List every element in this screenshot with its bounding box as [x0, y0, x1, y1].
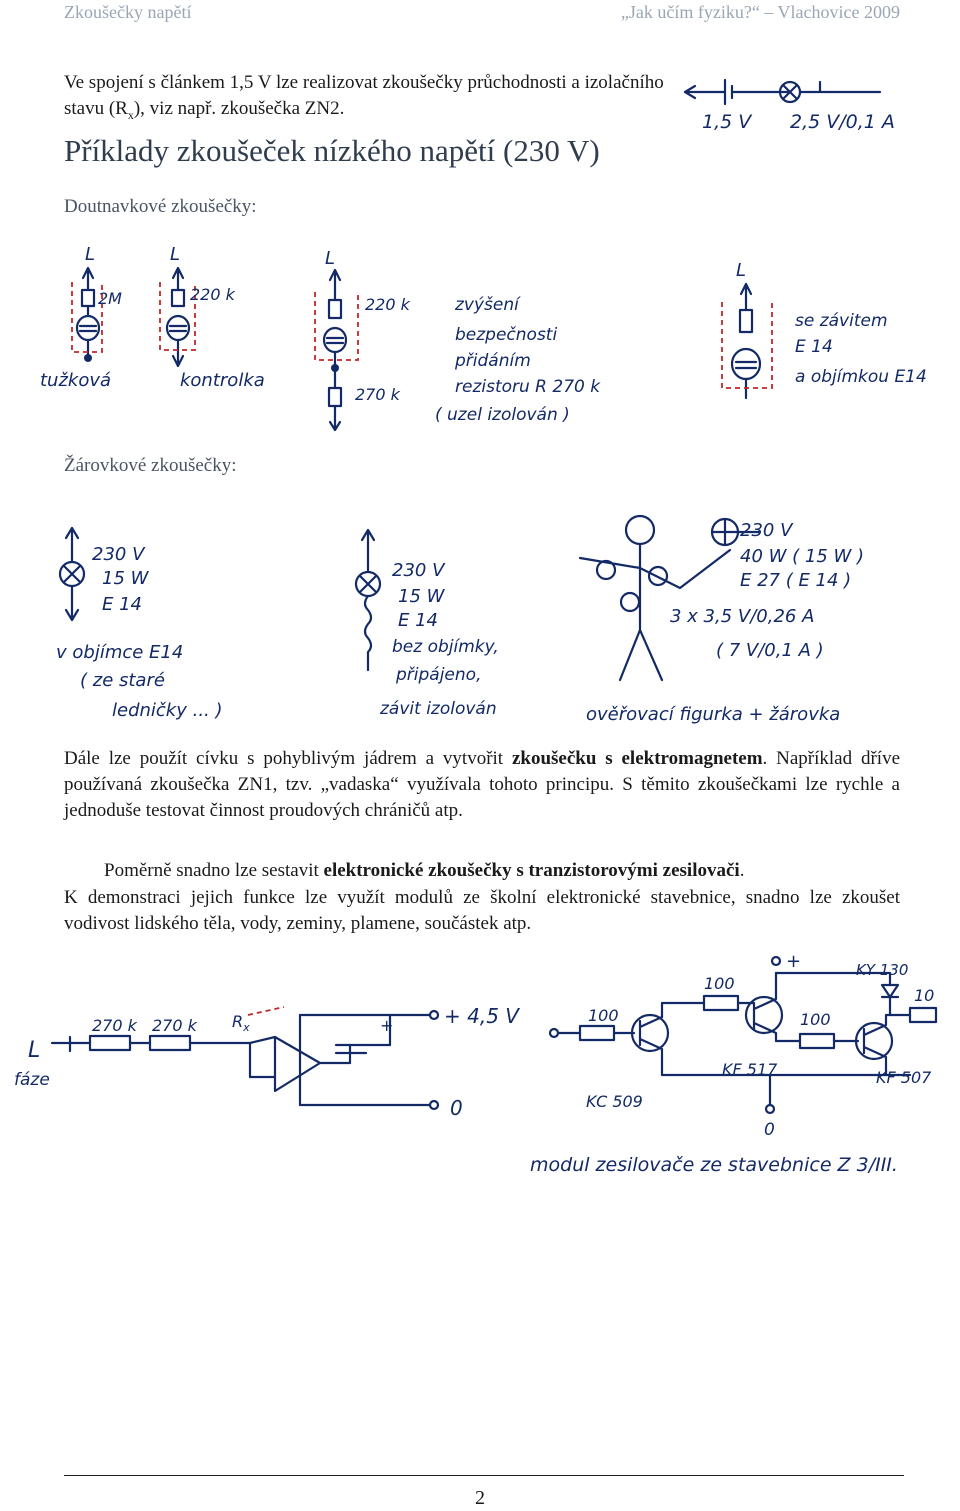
battery-bulb-sketch — [680, 70, 910, 140]
sketch-label: KF 507 — [876, 1068, 932, 1087]
sketch-label: L — [85, 244, 96, 265]
sketch-label: E 14 — [398, 610, 438, 631]
header-right: „Jak učím fyziku?“ – Vlachovice 2009 — [620, 2, 900, 22]
sketch-label: 10 — [914, 986, 935, 1005]
sketch-label: se závitem — [795, 311, 888, 331]
sketch-label: zvýšení — [455, 295, 519, 315]
paragraph-electronic: Poměrně snadno lze sestavit elektronické zkoušečky s tranzistorovými zesilovači. — [104, 860, 745, 881]
sketch-label: 230 V — [92, 544, 145, 565]
sketch-label: 2M — [98, 289, 122, 308]
page-title: Příklady zkoušeček nízkého napětí (230 V) — [64, 133, 600, 168]
sketch-label: 220 k — [365, 295, 410, 314]
section-glow-testers: Doutnavkové zkoušečky: — [64, 196, 257, 217]
sketch-label: fáze — [14, 1070, 50, 1090]
sketch-label: ověřovací figurka + žárovka — [586, 704, 841, 725]
sketch-label: připájeno, — [396, 665, 482, 685]
sketch-label: kontrolka — [180, 370, 265, 391]
sketch-label: + 4,5 V — [444, 1004, 519, 1028]
sketch-label: 270 k — [152, 1016, 197, 1035]
sketch-label: E 14 — [102, 594, 142, 615]
sketch-label: 100 — [800, 1010, 831, 1029]
sketch-label: bezpečnosti — [455, 325, 558, 345]
sketch-label: 230 V — [740, 520, 793, 541]
sketch-label: 220 k — [190, 285, 235, 304]
footer-divider — [64, 1475, 904, 1476]
page-header — [0, 0, 960, 30]
sketch-label: 100 — [704, 974, 735, 993]
header-left: Zkoušečky napětí — [64, 2, 192, 22]
intro-paragraph: Ve spojení s článkem 1,5 V lze realizovat zkoušečky průchodnosti a izolačního stavu $(R_x)$, viz např. zkoušečka ZN2. — [64, 72, 664, 122]
sketch-label: ledničky ... ) — [112, 700, 223, 721]
sketch-label: + — [380, 1016, 394, 1035]
amplifier-sketch — [10, 945, 950, 1185]
sketch-label: bez objímky, — [392, 637, 499, 657]
section-bulb-testers: Žárovkové zkoušečky: — [64, 455, 237, 476]
sketch-label: ( ze staré — [80, 670, 165, 691]
sketch-label: 1,5 V — [702, 111, 752, 133]
sketch-label: rezistoru R 270 k — [455, 377, 601, 397]
sketch-label: L — [28, 1038, 41, 1063]
sketch-label: 15 W — [102, 568, 149, 589]
sketch-label: 230 V — [392, 560, 445, 581]
glow-tester-sketch — [40, 240, 960, 440]
sketch-label: + — [786, 951, 802, 972]
sketch-label: E 14 — [795, 337, 833, 357]
sketch-label: v objímce E14 — [56, 642, 184, 663]
sketch-label: KF 517 — [722, 1060, 778, 1079]
sketch-label: L — [170, 244, 181, 265]
sketch-label: 3 x 3,5 V/0,26 A — [670, 606, 815, 627]
sketch-label: L — [736, 260, 747, 281]
sketch-label: ( uzel izolován ) — [435, 405, 570, 425]
sketch-label: přidáním — [455, 351, 531, 371]
sketch-label: 2,5 V/0,1 A — [790, 111, 895, 133]
paragraph-demo: K demonstraci jejich funkce lze využít modulů ze školní elektronické stavebnice, snadno lze zkoušet vodivost lidského těla, vody, zeminy, plamene, součástek atp. — [64, 887, 900, 934]
sketch-label: 0 — [764, 1120, 775, 1140]
sketch-label: E 27 ( E 14 ) — [740, 570, 852, 591]
sketch-label: tužková — [40, 370, 112, 391]
bulb-tester-sketch — [40, 510, 960, 736]
sketch-label: 100 — [588, 1006, 619, 1025]
page-number: 2 — [475, 1487, 485, 1509]
paragraph-electromagnet: Dále lze použít cívku s pohyblivým jádrem a vytvořit zkoušečku s elektromagnetem. Například dříve používaná zkoušečka ZN1, tzv. „vadaska“ využívala tohoto principu. S těmito zkoušečkami lze rychle a jednoduše testovat činnost proudových chráničů atp. — [64, 748, 901, 821]
sketch-label: $R_x$ — [232, 1012, 250, 1034]
sketch-label: KY 130 — [856, 961, 909, 979]
sketch-label: KC 509 — [586, 1092, 643, 1111]
sketch-label: 15 W — [398, 586, 445, 607]
sketch-label: 40 W ( 15 W ) — [740, 546, 865, 567]
sketch-label: a objímkou E14 — [795, 367, 927, 387]
sketch-label: 270 k — [355, 385, 400, 404]
sketch-caption: modul zesilovače ze stavebnice Z 3/III. — [530, 1154, 898, 1176]
sketch-label: závit izolován — [380, 699, 497, 719]
sketch-label: 0 — [450, 1096, 463, 1120]
sketch-label: 270 k — [92, 1016, 137, 1035]
sketch-label: L — [325, 248, 336, 269]
sketch-label: ( 7 V/0,1 A ) — [716, 640, 824, 661]
